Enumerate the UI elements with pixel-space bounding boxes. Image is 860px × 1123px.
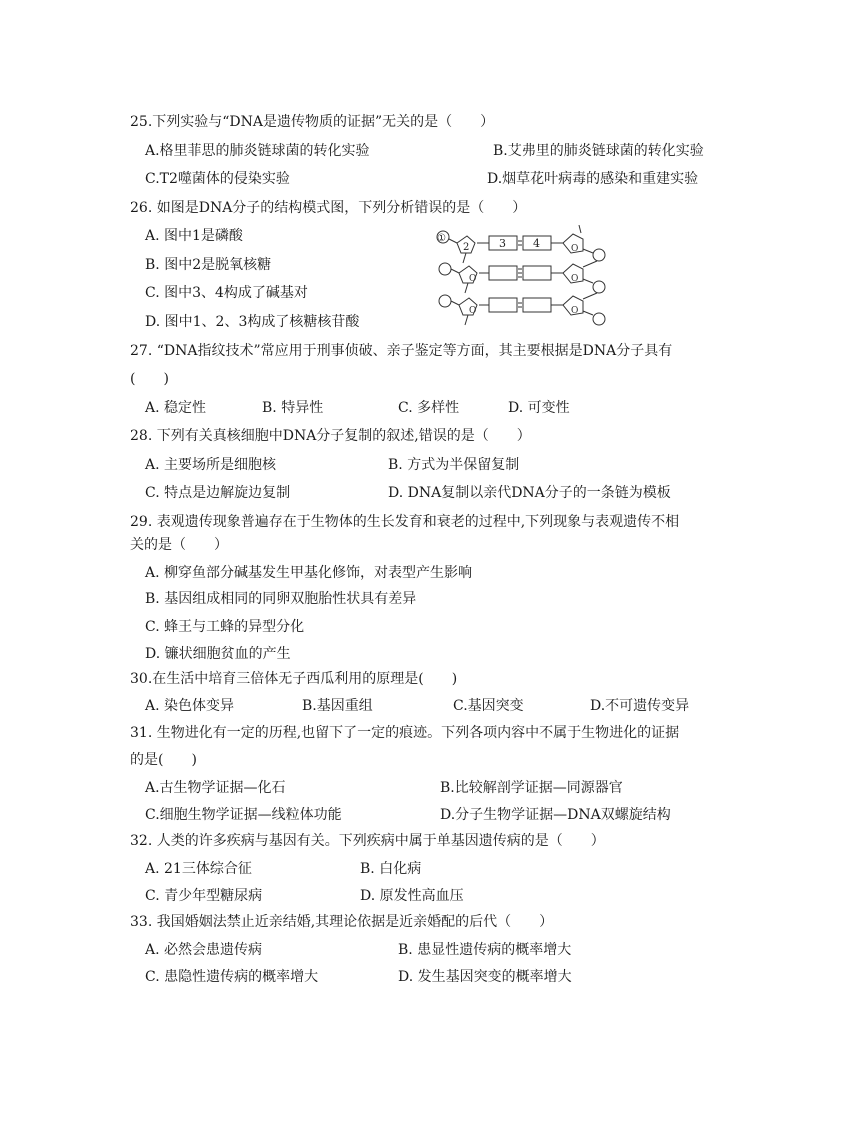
question-33-option-c: C. 患隐性遗传病的概率增大 (145, 969, 319, 985)
right-backbone (563, 225, 605, 325)
question-32-option-c: C. 青少年型糖尿病 (145, 888, 263, 904)
question-31-option-d: D.分子生物学证据—DNA双螺旋结构 (440, 807, 671, 823)
base-pairs (477, 236, 563, 312)
question-32-option-b: B. 白化病 (360, 861, 422, 877)
question-31-stem: 31. 生物进化有一定的历程,也留下了一定的痕迹。下列各项内容中不属于生物进化的证据 (130, 725, 680, 741)
question-30-stem: 30.在生活中培育三倍体无子西瓜利用的原理是( ) (130, 671, 458, 687)
question-25-option-d: D.烟草花叶病毒的感染和重建实验 (487, 171, 699, 187)
question-28-option-a: A. 主要场所是细胞核 (145, 457, 277, 473)
question-26-stem: 26. 如图是DNA分子的结构模式图，下列分析错误的是（ ） (130, 200, 527, 216)
question-28-option-b: B. 方式为半保留复制 (388, 457, 520, 473)
question-33-option-a: A. 必然会患遗传病 (145, 942, 263, 958)
question-26-option-d: D. 图中1、2、3构成了核糖核苷酸 (145, 314, 360, 330)
question-26-option-a: A. 图中1是磷酸 (145, 228, 243, 244)
label-4: 4 (533, 237, 540, 250)
question-31-option-a: A.古生物学证据—化石 (145, 780, 286, 796)
question-30-option-a: A. 染色体变异 (145, 698, 235, 714)
question-33-stem: 33. 我国婚姻法禁止近亲结婚,其理论依据是近亲婚配的后代（ ） (130, 914, 554, 930)
question-31-option-c: C.细胞生物学证据—线粒体功能 (145, 807, 342, 823)
question-30-option-d: D.不可遗传变异 (590, 698, 690, 714)
question-26-option-c: C. 图中3、4构成了碱基对 (145, 285, 308, 301)
question-28-option-c: C. 特点是边解旋边复制 (145, 485, 291, 501)
question-32-stem: 32. 人类的许多疾病与基因有关。下列疾病中属于单基因遗传病的是（ ） (130, 833, 605, 849)
svg-text:O: O (469, 274, 477, 284)
question-32-option-a: A. 21三体综合征 (145, 861, 252, 877)
label-3: 3 (499, 237, 506, 250)
question-29-option-c: C. 蜂王与工蜂的异型分化 (145, 619, 305, 635)
question-27-stem-cont: ( ) (130, 371, 169, 387)
dna-structure-diagram (433, 225, 611, 333)
phosphate-circle (439, 263, 451, 275)
question-27-stem: 27. “DNA指纹技术”常应用于刑事侦破、亲子鉴定等方面，其主要根据是DNA分子具有 (130, 343, 673, 359)
question-28-option-d: D. DNA复制以亲代DNA分子的一条链为模板 (388, 485, 671, 501)
question-31-option-b: B.比较解剖学证据—同源器官 (440, 780, 623, 796)
phosphate-circle (593, 313, 605, 325)
question-25-stem: 25.下列实验与“DNA是遗传物质的证据”无关的是（ ） (130, 114, 495, 130)
question-29-option-a: A. 柳穿鱼部分碱基发生甲基化修饰，对表型产生影响 (145, 565, 473, 581)
phosphate-circle (439, 295, 451, 307)
phosphate-circle (593, 249, 605, 261)
question-32-option-d: D. 原发性高血压 (360, 888, 464, 904)
question-27-option-b: B. 特异性 (262, 400, 324, 416)
question-26-option-b: B. 图中2是脱氧核糖 (145, 257, 272, 273)
svg-text:O: O (571, 274, 579, 284)
question-33-option-b: B. 患显性遗传病的概率增大 (398, 942, 572, 958)
question-29-stem: 29. 表观遗传现象普遍存在于生物体的生长发育和衰老的过程中,下列现象与表观遗传不相 (130, 514, 680, 530)
question-31-stem-cont: 的是( ) (130, 752, 197, 768)
question-29-stem-cont: 关的是（ ） (130, 537, 228, 553)
question-25-option-c: C.T2噬菌体的侵染实验 (145, 171, 290, 187)
question-30-option-b: B.基因重组 (302, 698, 373, 714)
label-1: ① (437, 233, 446, 244)
phosphate-circle (593, 281, 605, 293)
question-29-option-d: D. 镰状细胞贫血的产生 (145, 646, 291, 662)
svg-text:O: O (469, 306, 477, 316)
question-29-option-b: B. 基因组成相同的同卵双胞胎性状具有差异 (145, 591, 417, 607)
label-2: 2 (463, 242, 470, 253)
svg-text:O: O (571, 306, 579, 316)
question-28-stem: 28. 下列有关真核细胞中DNA分子复制的叙述,错误的是（ ） (130, 428, 531, 444)
question-33-option-d: D. 发生基因突变的概率增大 (398, 969, 572, 985)
question-27-option-c: C. 多样性 (398, 400, 460, 416)
question-25-option-b: B.艾弗里的肺炎链球菌的转化实验 (493, 143, 704, 159)
svg-text:O: O (571, 244, 579, 254)
question-30-option-c: C.基因突变 (453, 698, 524, 714)
question-27-option-d: D. 可变性 (508, 400, 570, 416)
question-27-option-a: A. 稳定性 (145, 400, 207, 416)
question-25-option-a: A.格里菲思的肺炎链球菌的转化实验 (145, 143, 370, 159)
